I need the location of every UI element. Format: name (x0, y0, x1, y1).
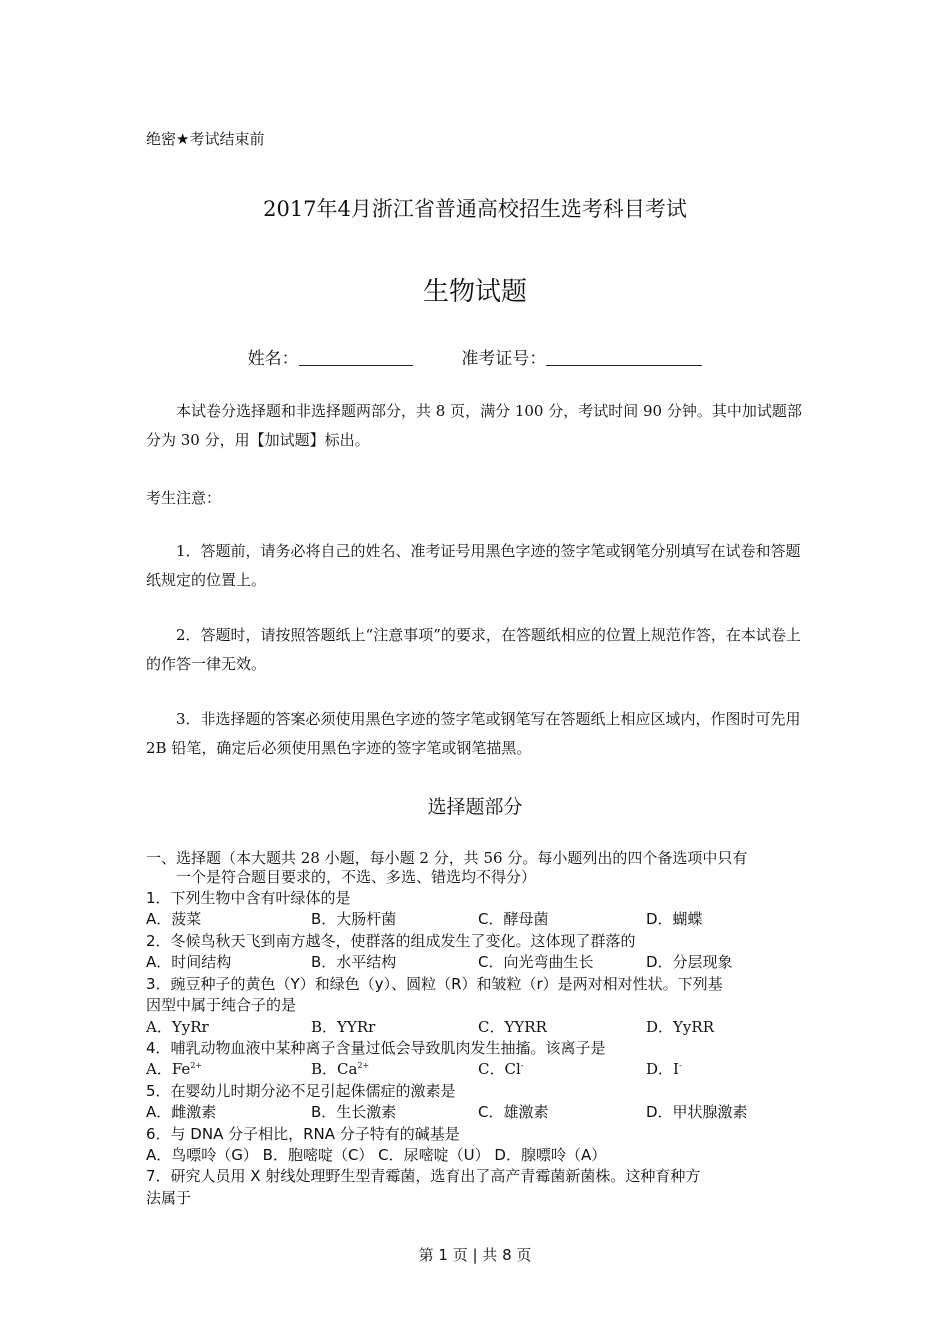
q2-option-c: C．向光弯曲生长 (478, 953, 594, 971)
notice-heading: 考生注意： (146, 489, 222, 507)
section-instruction-line2: 一个是符合题目要求的，不选、多选、错选均不得分） (176, 868, 537, 886)
candidate-info-row (0, 344, 950, 369)
q2-option-a: A．时间结构 (146, 953, 232, 971)
q1-option-d: D．蝴蝶 (646, 910, 703, 928)
q1-option-b: B．大肠杆菌 (311, 910, 397, 928)
question-6-stem: 6．与 DNA 分子相比，RNA 分子特有的碱基是 (146, 1125, 460, 1143)
q5-option-d: D．甲状腺激素 (646, 1103, 748, 1121)
q3-option-d: D．YyRR (646, 1018, 714, 1036)
question-2-options (0, 951, 950, 971)
question-6-options: A．鸟嘌呤（G） B．胞嘧啶（C） C．尿嘧啶（U） D．腺嘌呤（A） (146, 1146, 607, 1164)
exam-title: 2017年4月浙江省普通高校招生选考科目考试 (263, 197, 687, 221)
question-3-stem: 3．豌豆种子的黄色（Y）和绿色（y）、圆粒（R）和皱粒（r）是两对相对性状。下列基 (146, 975, 723, 993)
question-1-stem: 1．下列生物中含有叶绿体的是 (146, 889, 351, 907)
notice-item-2: 2．答题时，请按照答题纸上“注意事项”的要求，在答题纸相应的位置上规范作答，在本试卷上的作答一律无效。 (146, 626, 801, 673)
section-instruction-line1: 一、选择题（本大题共 28 小题，每小题 2 分，共 56 分。每小题列出的四个备选项中只有 (146, 849, 748, 867)
question-3-options (0, 1016, 950, 1036)
q3-option-b: B．YYRr (311, 1018, 376, 1036)
q3-option-a: A．YyRr (146, 1018, 209, 1036)
name-label: 姓名： (247, 349, 299, 369)
q1-option-a: A．菠菜 (146, 910, 202, 928)
q2-option-b: B．水平结构 (311, 953, 397, 971)
section-heading: 选择题部分 (427, 796, 523, 818)
question-4-options (0, 1058, 950, 1078)
question-5-options (0, 1101, 950, 1121)
question-5-stem: 5．在婴幼儿时期分泌不足引起侏儒症的激素是 (146, 1082, 456, 1100)
notice-item-3: 3．非选择题的答案必须使用黑色字迹的签字笔或钢笔写在答题纸上相应区域内，作图时可先用 2B 铅笔，确定后必须使用黑色字迹的签字笔或钢笔描黑。 (146, 710, 801, 757)
subject-title: 生物试题 (422, 277, 527, 307)
intro-paragraph: 本试卷分选择题和非选择题两部分，共 8 页，满分 100 分，考试时间 90 分钟。其中加试题部分为 30 分，用【加试题】标出。 (146, 402, 802, 449)
question-7-stem: 7．研究人员用 X 射线处理野生型青霉菌，选育出了高产青霉菌新菌株。这种育种方 (146, 1167, 701, 1185)
name-blank (299, 349, 413, 366)
notice-item-1: 1．答题前，请务必将自己的姓名、准考证号用黑色字迹的签字笔或钢笔分别填写在试卷和答题纸规定的位置上。 (146, 542, 801, 589)
question-4-stem: 4．哺乳动物血液中某种离子含量过低会导致肌肉发生抽搐。该离子是 (146, 1039, 606, 1057)
q4-option-b: B．$Ca^{2+}$ (311, 1060, 370, 1078)
q5-option-a: A．雌激素 (146, 1103, 217, 1121)
q4-option-a: A．$Fe^{2+}$ (146, 1060, 203, 1078)
q4-option-d: D．I- (646, 1060, 682, 1078)
question-1-options (0, 908, 950, 928)
q5-option-c: C．雄激素 (478, 1103, 549, 1121)
q3-option-c: C．YYRR (478, 1018, 547, 1036)
question-7-stem-cont: 法属于 (146, 1189, 192, 1207)
question-3-stem-cont: 因型中属于纯合子的是 (146, 996, 297, 1014)
page-number: 第 1 页 | 共 8 页 (418, 1246, 532, 1264)
q4-option-c: C．Cl- (478, 1060, 524, 1078)
id-label: 准考证号： (461, 349, 547, 369)
q1-option-c: C．酵母菌 (478, 910, 549, 928)
q2-option-d: D．分层现象 (646, 953, 733, 971)
confidential-label: 绝密★考试结束前 (146, 130, 265, 148)
q5-option-b: B．生长激素 (311, 1103, 397, 1121)
id-blank (546, 349, 702, 366)
question-2-stem: 2．冬候鸟秋天飞到南方越冬，使群落的组成发生了变化。这体现了群落的 (146, 932, 636, 950)
